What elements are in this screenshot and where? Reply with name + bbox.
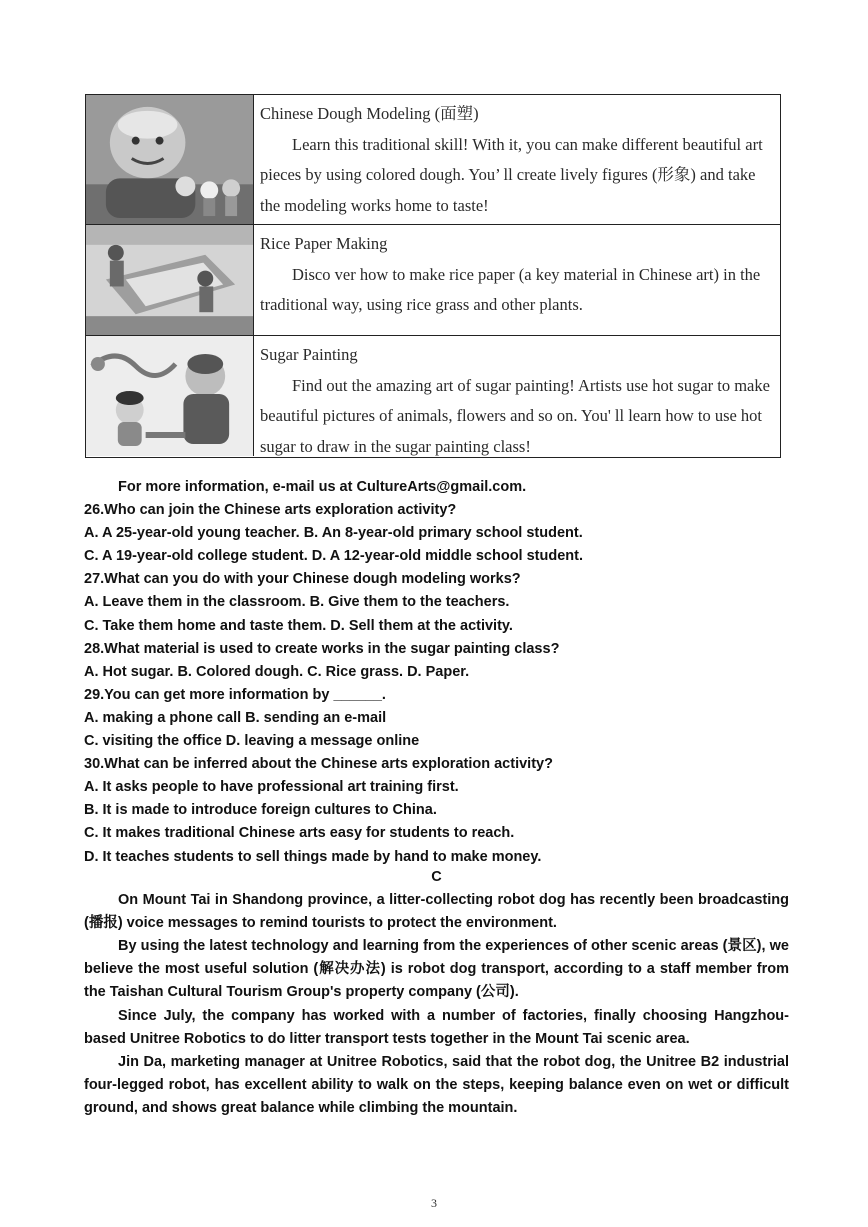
page-number: 3 — [431, 1196, 437, 1210]
question-option: C. It makes traditional Chinese arts easy for students to reach. — [84, 825, 515, 842]
question-option: C. visiting the office D. leaving a message online — [84, 733, 420, 750]
activity-title: Rice Paper Making — [260, 234, 388, 253]
activity-description: Learn this traditional skill! With it, you can make different beautiful art pieces by using colored dough. You’ ll create lively figures (形象) and take the modeling works home to taste! — [260, 134, 763, 215]
activity-text — [260, 229, 776, 321]
rice-paper-illustration — [86, 225, 254, 335]
question-option: D. It teaches students to sell things made by hand to make money. — [84, 848, 542, 865]
question-stem: 28.What material is used to create works in the sugar painting class? — [84, 640, 560, 657]
info-line: For more information, e-mail us at CultureArts@gmail.com. — [118, 479, 527, 495]
activity-row-rice-paper — [86, 225, 780, 336]
activity-description: Disco ver how to make rice paper (a key material in Chinese art) in the traditional way, using rice grass and other plants. — [260, 264, 761, 314]
question-option: A. A 25-year-old young teacher. B. An 8-year-old primary school student. — [84, 525, 583, 542]
question-option: A. Hot sugar. B. Colored dough. C. Rice grass. D. Paper. — [84, 663, 470, 680]
dough-modeling-illustration — [86, 95, 254, 224]
question-option: A. Leave them in the classroom. B. Give them to the teachers. — [84, 594, 510, 611]
activity-title: Sugar Painting — [260, 345, 358, 364]
activity-table — [85, 94, 781, 458]
activity-title: Chinese Dough Modeling (面塑) — [260, 104, 479, 123]
questions-section — [84, 476, 792, 869]
passage-paragraph: Jin Da, marketing manager at Unitree Robotics, said that the robot dog, the Unitree B2 industrial four-legged robot, has excellent ability to walk on the steps, keeping balance even on wet or difficult ground, and shows great balance while climbing the mountain. — [84, 1053, 789, 1116]
passage-paragraph: By using the latest technology and learning from the experiences of other scenic areas (景区), we believe the most useful solution (解决办法) is robot dog transport, according to a staff member from the Taishan Cultural Tourism Group's property company (公司). — [84, 938, 789, 1001]
question-option: B. It is made to introduce foreign cultures to China. — [84, 802, 437, 819]
activity-row-sugar-painting — [86, 336, 780, 456]
question-stem: 30.What can be inferred about the Chinese arts exploration activity? — [84, 756, 553, 773]
section-letter: C — [431, 869, 442, 885]
activity-text — [260, 340, 776, 462]
sugar-painting-illustration — [86, 336, 254, 456]
passage-paragraph: On Mount Tai in Shandong province, a litter-collecting robot dog has recently been broadcasting (播报) voice messages to remind tourists to protect the environment. — [84, 892, 789, 932]
activity-description: Find out the amazing art of sugar painting! Artists use hot sugar to make beautiful pictures of animals, flowers and so on. You' ll learn how to use hot sugar to draw in the sugar painting class! — [260, 375, 770, 456]
question-option: A. It asks people to have professional art training first. — [84, 779, 459, 796]
passage-c — [84, 866, 789, 1120]
question-option: A. making a phone call B. sending an e-mail — [84, 709, 387, 726]
activity-row-dough-modeling — [86, 95, 780, 225]
question-stem: 29.You can get more information by ______. — [84, 686, 386, 703]
question-stem: 26.Who can join the Chinese arts exploration activity? — [84, 502, 457, 519]
activity-text — [260, 99, 776, 221]
question-option: C. Take them home and taste them. D. Sell them at the activity. — [84, 617, 513, 634]
question-option: C. A 19-year-old college student. D. A 12-year-old middle school student. — [84, 548, 583, 565]
passage-paragraph: Since July, the company has worked with a number of factories, finally choosing Hangzhou-based Unitree Robotics to do litter transport tests together in the Mount Tai scenic area. — [84, 1007, 789, 1047]
question-stem: 27.What can you do with your Chinese dough modeling works? — [84, 571, 521, 588]
